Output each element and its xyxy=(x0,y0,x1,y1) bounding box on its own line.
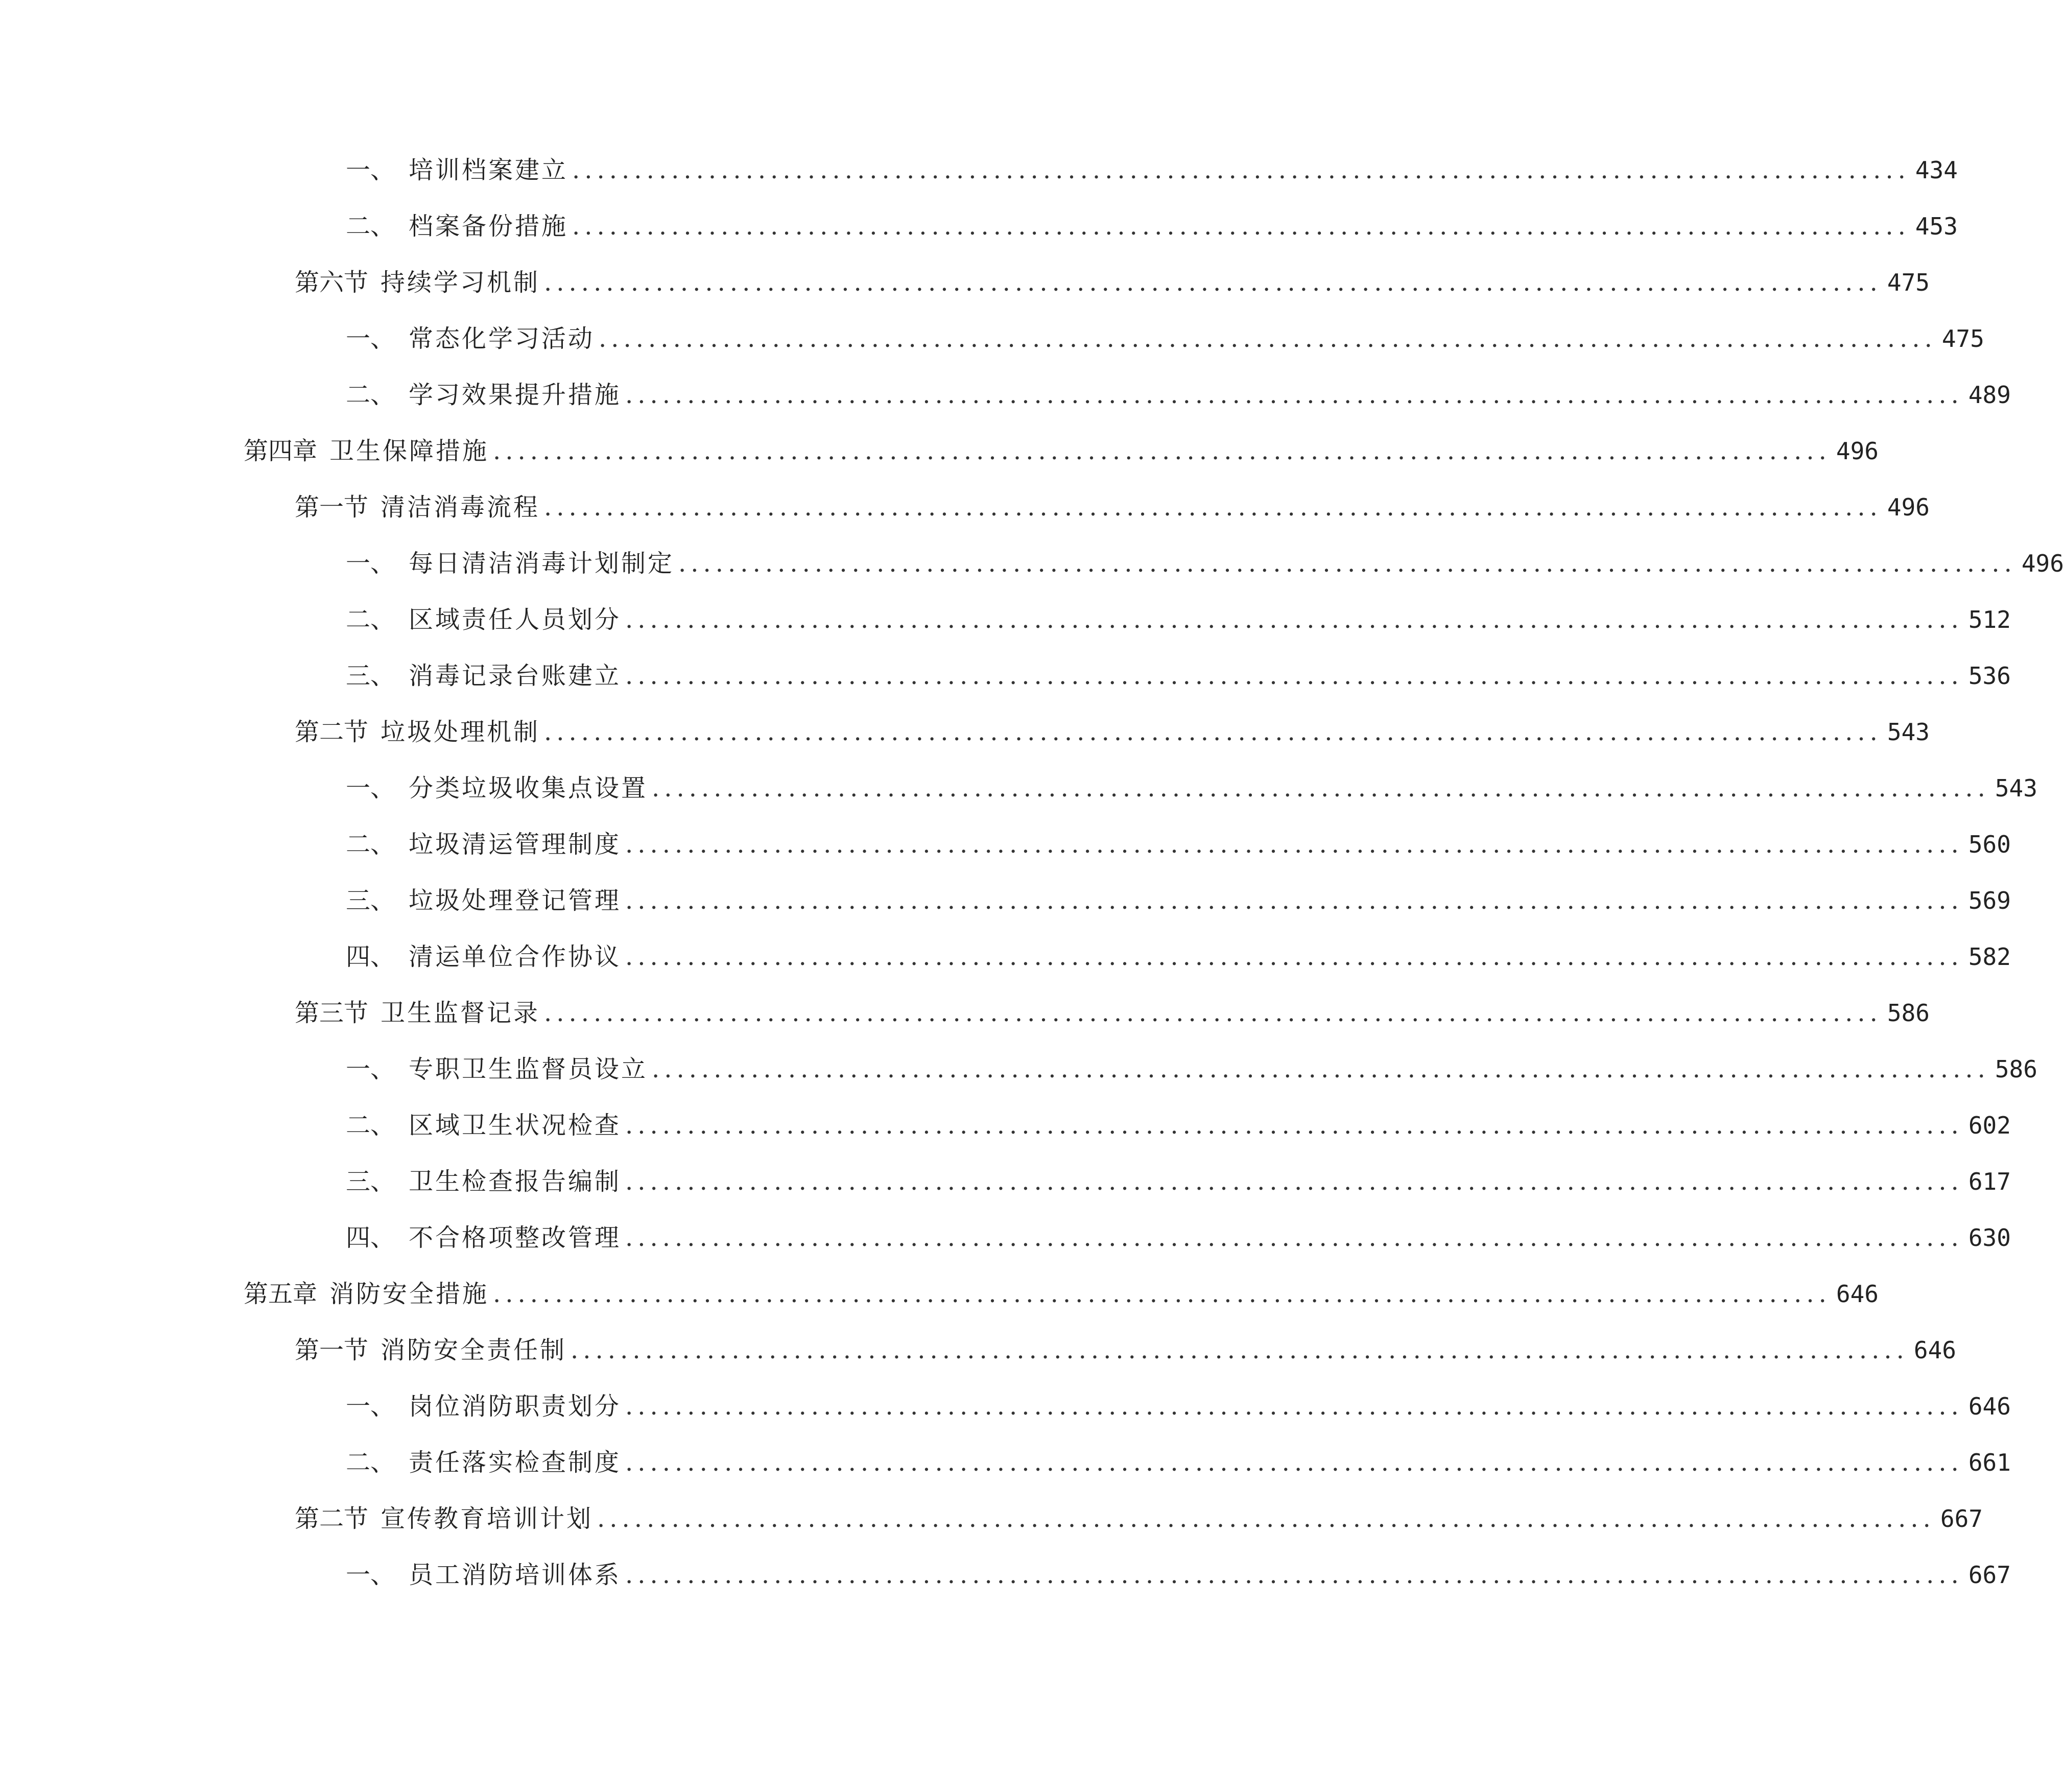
dot-leader: ............................................................................................................ xyxy=(652,1055,1990,1083)
toc-entry[interactable] xyxy=(346,1217,2011,1258)
entry-number: 一、 xyxy=(346,549,395,578)
entry-number: 第四章 xyxy=(244,437,318,465)
entry-number: 二、 xyxy=(346,381,395,409)
entry-title: 培训档案建立 xyxy=(409,156,568,184)
dot-leader: ............................................................................................................ xyxy=(625,662,1963,690)
entry-number: 一、 xyxy=(346,1392,395,1421)
toc-entry[interactable] xyxy=(346,1554,2011,1595)
page-number: 617 xyxy=(1968,1168,2011,1195)
dot-leader: ............................................................................................................ xyxy=(678,549,2016,578)
dot-leader: ............................................................................................................ xyxy=(625,942,1963,971)
entry-number: 二、 xyxy=(346,830,395,859)
entry-number: 三、 xyxy=(346,1167,395,1196)
toc-entry[interactable] xyxy=(346,1386,2011,1427)
entry-number: 四、 xyxy=(346,1223,395,1252)
page-number: 496 xyxy=(2021,550,2064,577)
toc-entry[interactable] xyxy=(346,936,2011,977)
entry-title: 岗位消防职责划分 xyxy=(409,1392,622,1421)
entry-number: 第五章 xyxy=(244,1280,318,1308)
dot-leader: ............................................................................................................ xyxy=(544,493,1882,522)
entry-number: 第一节 xyxy=(295,1336,369,1364)
toc-entry[interactable] xyxy=(346,543,2064,584)
entry-title: 卫生检查报告编制 xyxy=(409,1167,622,1196)
entry-title: 垃圾清运管理制度 xyxy=(409,830,622,859)
entry-title: 垃圾处理登记管理 xyxy=(409,886,622,915)
page-number: 582 xyxy=(1968,943,2011,971)
page-number: 543 xyxy=(1995,774,2037,802)
dot-leader: ............................................................................................................ xyxy=(572,212,1910,241)
entry-title: 持续学习机制 xyxy=(381,268,540,297)
dot-leader: ............................................................................................................ xyxy=(625,1392,1963,1421)
toc-entry[interactable] xyxy=(346,150,1958,191)
toc-entry[interactable] xyxy=(295,712,1930,752)
toc-entry[interactable] xyxy=(346,1105,2011,1146)
toc-entry[interactable] xyxy=(346,1161,2011,1202)
dot-leader: ............................................................................................................ xyxy=(625,381,1963,409)
entry-number: 一、 xyxy=(346,156,395,184)
toc-entry[interactable] xyxy=(244,1274,1879,1314)
toc-entry[interactable] xyxy=(346,318,1984,359)
entry-title: 分类垃圾收集点设置 xyxy=(409,774,648,803)
dot-leader: ............................................................................................................ xyxy=(625,1111,1963,1140)
dot-leader: ............................................................................................................ xyxy=(571,1336,1909,1364)
page-number: 489 xyxy=(1968,381,2011,409)
page-number: 646 xyxy=(1968,1393,2011,1420)
page-number: 661 xyxy=(1968,1449,2011,1476)
page-number: 434 xyxy=(1915,156,1958,184)
toc-entry[interactable] xyxy=(346,824,2011,865)
entry-title: 学习效果提升措施 xyxy=(409,381,622,409)
entry-number: 第三节 xyxy=(295,999,369,1027)
entry-number: 四、 xyxy=(346,942,395,971)
entry-number: 一、 xyxy=(346,774,395,803)
entry-title: 消防安全措施 xyxy=(329,1280,489,1308)
entry-title: 清运单位合作协议 xyxy=(409,942,622,971)
entry-number: 一、 xyxy=(346,324,395,353)
page-number: 586 xyxy=(1995,1055,2037,1083)
toc-entry[interactable] xyxy=(295,993,1930,1033)
page-number: 630 xyxy=(1968,1224,2011,1252)
entry-title: 垃圾处理机制 xyxy=(381,718,540,746)
entry-title: 责任落实检查制度 xyxy=(409,1448,622,1477)
entry-number: 一、 xyxy=(346,1561,395,1589)
dot-leader: ............................................................................................................ xyxy=(652,774,1990,803)
entry-title: 卫生保障措施 xyxy=(329,437,489,465)
dot-leader: ............................................................................................................ xyxy=(493,437,1831,465)
dot-leader: ............................................................................................................ xyxy=(544,718,1882,746)
page-number: 646 xyxy=(1913,1336,1956,1364)
entry-title: 区域责任人员划分 xyxy=(409,605,622,634)
dot-leader: ............................................................................................................ xyxy=(625,605,1963,634)
page-number: 536 xyxy=(1968,662,2011,690)
entry-title: 常态化学习活动 xyxy=(409,324,595,353)
entry-number: 第二节 xyxy=(295,1504,369,1533)
toc-entry[interactable] xyxy=(295,262,1930,303)
dot-leader: ............................................................................................................ xyxy=(625,886,1963,915)
dot-leader: ............................................................................................................ xyxy=(493,1280,1831,1308)
dot-leader: ............................................................................................................ xyxy=(544,268,1882,297)
dot-leader: ............................................................................................................ xyxy=(625,1448,1963,1477)
page-number: 543 xyxy=(1887,718,1930,746)
entry-title: 卫生监督记录 xyxy=(381,999,540,1027)
dot-leader: ............................................................................................................ xyxy=(625,1561,1963,1589)
entry-title: 专职卫生监督员设立 xyxy=(409,1055,648,1083)
entry-title: 宣传教育培训计划 xyxy=(381,1504,594,1533)
page-number: 496 xyxy=(1836,437,1879,465)
page-number: 646 xyxy=(1836,1280,1879,1308)
page-number: 569 xyxy=(1968,887,2011,914)
dot-leader: ............................................................................................................ xyxy=(599,324,1937,353)
toc-entry[interactable] xyxy=(244,431,1879,471)
toc-entry[interactable] xyxy=(295,1498,1983,1539)
entry-number: 二、 xyxy=(346,1111,395,1140)
toc-entry[interactable] xyxy=(295,1330,1956,1371)
page-number: 560 xyxy=(1968,831,2011,858)
entry-number: 二、 xyxy=(346,1448,395,1477)
entry-number: 三、 xyxy=(346,886,395,915)
entry-title: 消防安全责任制 xyxy=(381,1336,567,1364)
page-number: 512 xyxy=(1968,606,2011,633)
page-number: 496 xyxy=(1887,493,1930,521)
page-number: 453 xyxy=(1915,213,1958,240)
toc-entry[interactable] xyxy=(346,599,2011,640)
page-number: 667 xyxy=(1940,1505,1983,1532)
entry-title: 档案备份措施 xyxy=(409,212,568,241)
entry-title: 员工消防培训体系 xyxy=(409,1561,622,1589)
entry-title: 清洁消毒流程 xyxy=(381,493,540,522)
toc-entry[interactable] xyxy=(346,768,2037,809)
dot-leader: ............................................................................................................ xyxy=(625,1167,1963,1196)
entry-title: 不合格项整改管理 xyxy=(409,1223,622,1252)
entry-title: 消毒记录台账建立 xyxy=(409,662,622,690)
entry-number: 第一节 xyxy=(295,493,369,522)
page-number: 667 xyxy=(1968,1561,2011,1589)
entry-number: 二、 xyxy=(346,212,395,241)
entry-number: 第二节 xyxy=(295,718,369,746)
toc-entry[interactable] xyxy=(346,374,2011,415)
page-number: 475 xyxy=(1887,269,1930,296)
toc-entry[interactable] xyxy=(295,487,1930,528)
entry-number: 二、 xyxy=(346,605,395,634)
dot-leader: ............................................................................................................ xyxy=(544,999,1882,1027)
page-number: 475 xyxy=(1941,325,1984,352)
entry-title: 区域卫生状况检查 xyxy=(409,1111,622,1140)
entry-number: 第六节 xyxy=(295,268,369,297)
entry-number: 三、 xyxy=(346,662,395,690)
dot-leader: ............................................................................................................ xyxy=(625,830,1963,859)
dot-leader: ............................................................................................................ xyxy=(625,1223,1963,1252)
toc-entry[interactable] xyxy=(346,655,2011,696)
dot-leader: ............................................................................................................ xyxy=(572,156,1910,184)
toc-entry[interactable] xyxy=(346,1442,2011,1483)
page-number: 602 xyxy=(1968,1112,2011,1139)
dot-leader: ............................................................................................................ xyxy=(597,1504,1935,1533)
entry-title: 每日清洁消毒计划制定 xyxy=(409,549,675,578)
page-number: 586 xyxy=(1887,999,1930,1027)
entry-number: 一、 xyxy=(346,1055,395,1083)
toc-entry[interactable] xyxy=(346,206,1958,247)
toc-entry[interactable] xyxy=(346,1049,2037,1090)
toc-entry[interactable] xyxy=(346,880,2011,921)
